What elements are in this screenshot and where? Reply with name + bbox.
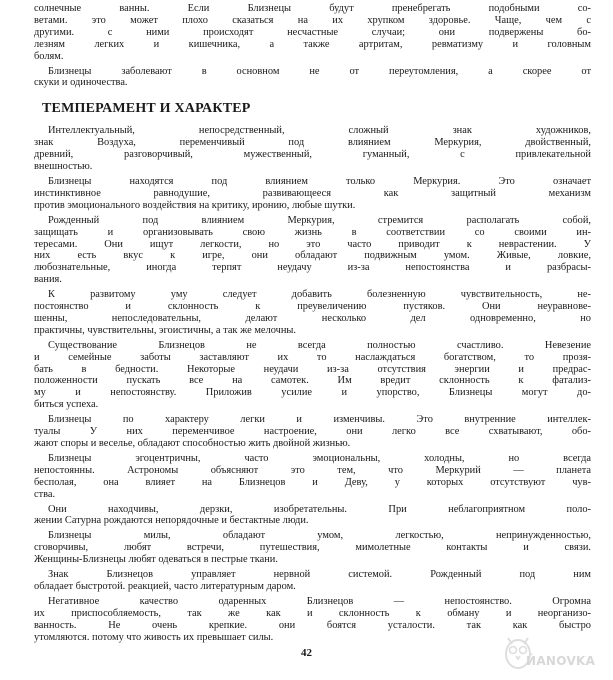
text-line: Интеллектуальный, непосредственный, сложный знак художников, <box>48 125 591 137</box>
text-line: постоянство и склонность к преувеличению пустяков. Они неуравнове- <box>34 301 591 313</box>
text-line: любознательные, иногда терпят неудачу из-за непостоянства и разбрасы- <box>34 262 591 274</box>
page-number: 42 <box>301 647 312 659</box>
text-line: жении Сатурна рождаются непорядочные и бестактные люди. <box>34 515 309 527</box>
page-content <box>34 0 591 647</box>
paragraph <box>34 453 591 501</box>
paragraph <box>34 414 591 450</box>
text-line: бесполая, она влияет на Близнецов и Деву, у которых отсутствуют чув- <box>34 476 591 488</box>
text-line: К развитому уму следует добавить болезненную чувствительность, не- <box>48 289 591 301</box>
paragraph <box>34 289 591 337</box>
text-line: Рожденный под влиянием Меркурия, стремится располагать собой, <box>48 214 591 226</box>
text-line: Близнецы по характеру легки и изменчивы. Это внутренние интеллек- <box>48 414 591 426</box>
watermark-text: ЙANOVKA <box>526 654 596 668</box>
text-line: практичны, чувствительны, эгоистичны, а так же мелочны. <box>34 324 296 336</box>
text-line: бать в бедности. Некоторые неудачи из-за отсутствия энергии и предрас- <box>34 363 591 375</box>
paragraph <box>34 66 591 90</box>
text-line: и семейные заботы заставляют их то наслаждаться богатством, то прозя- <box>34 351 591 363</box>
text-line: другими. с ними происходят несчастные случаи; они подвержены бо- <box>34 26 591 38</box>
text-line: защищать и организовывать свою жизнь в соответствии со своими ин- <box>34 226 591 238</box>
text-line: Близнецы заболевают в основном не от переутомления, а скорее от <box>48 65 591 77</box>
text-line: знак Воздуха, переменчивый под влиянием Меркурия, двойственный, <box>34 137 591 149</box>
text-line: положенности пускать все на самотек. Им вредит склонность к фатализ- <box>34 375 591 387</box>
paragraph <box>34 569 591 593</box>
text-line: Знак Близнецов управляет нервной системой. Рожденный под ним <box>48 569 591 581</box>
text-line: Женщины-Близнецы любят одеваться в пестрые ткани. <box>34 554 278 566</box>
text-line: скуки и одиночества. <box>34 77 128 89</box>
paragraph <box>34 530 591 566</box>
paragraph <box>34 3 591 63</box>
text-line: Близнецы находятся под влиянием только Меркурия. Это означает <box>48 175 591 187</box>
text-line: жают споры и веселье, обладают способностью жить двойной жизнью. <box>34 438 351 449</box>
text-line: них есть вкус к игре, они обладают подвижным умом. Живые, ловкие, <box>34 250 591 262</box>
text-line: вания. <box>34 274 62 286</box>
text-line: Близнецы эгоцентричны, часто эмоциональны, холодны, но всегда <box>48 452 591 464</box>
paragraph <box>34 125 591 173</box>
text-line: ванность. Не очень крепкие. они боятся усталости. так как быстро <box>34 619 591 631</box>
paragraph <box>34 176 591 212</box>
text-line: обладает быстротой. реакцией, часто литературным даром. <box>34 580 296 592</box>
text-line: утомляются. потому что живость их превышает силы. <box>34 631 274 643</box>
text-line: биться успеха. <box>34 399 99 411</box>
text-line: сговорчивы, любят встречи, путешествия, мимолетные контакты и связи. <box>34 542 591 554</box>
section-body <box>34 125 591 643</box>
text-line: Существование Близнецов не всегда полностью счастливо. Невезение <box>48 339 591 351</box>
text-line: Близнецы милы, обладают умом, легкостью, непринужденностью, <box>48 530 591 542</box>
watermark <box>500 632 610 676</box>
text-line: солнечные ванны. Если Близнецы будут пренебрегать подобными со- <box>34 3 591 14</box>
text-line: непостоянны. Астрономы объясняют это тем, что Меркурий — планета <box>34 464 591 476</box>
text-line: внешностью. <box>34 161 93 173</box>
text-line: туалы У них переменчивое настроение, они легко все схватывают, обо- <box>34 426 591 438</box>
text-line: Они находчивы, дерзки, изобретательны. При неблагоприятном поло- <box>48 503 591 515</box>
paragraph <box>34 340 591 411</box>
text-line: древний, разговорчивый, мужественный, гуманный, с привлекательной <box>34 149 591 161</box>
intro-section <box>34 3 591 89</box>
text-line: против эмоционального воздействия на критику, иронию, любые шутки. <box>34 199 356 211</box>
paragraph <box>34 215 591 286</box>
paragraph <box>34 504 591 528</box>
text-line: инстинктивное равнодушие, развивающееся как защитный механизм <box>34 187 591 199</box>
text-line: ветами. это может плохо сказаться на их хрупком здоровье. Чаще, чем с <box>34 14 591 26</box>
text-line: их приспособляемость, так же как и склонность к обману и неорганизо- <box>34 607 591 619</box>
text-line: му и непостоянству. Приложив усилие и упорство, Близнецы могут до- <box>34 387 591 399</box>
section-title: ТЕМПЕРАМЕНТ И ХАРАКТЕР <box>42 101 251 117</box>
text-line: ства. <box>34 488 56 500</box>
text-line: лезням легких и кишечника, а также артритам, ревматизму и головным <box>34 38 591 50</box>
text-line: Негативное качество одаренных Близнецов — непостоянство. Огромна <box>48 595 591 607</box>
text-line: болям. <box>34 50 64 62</box>
text-line: тересами. Они ищут легкости, но это часто приводит к неврастении. У <box>34 238 591 250</box>
text-line: шенны, непоследовательны, делают несколько дел одновременно, но <box>34 312 591 324</box>
